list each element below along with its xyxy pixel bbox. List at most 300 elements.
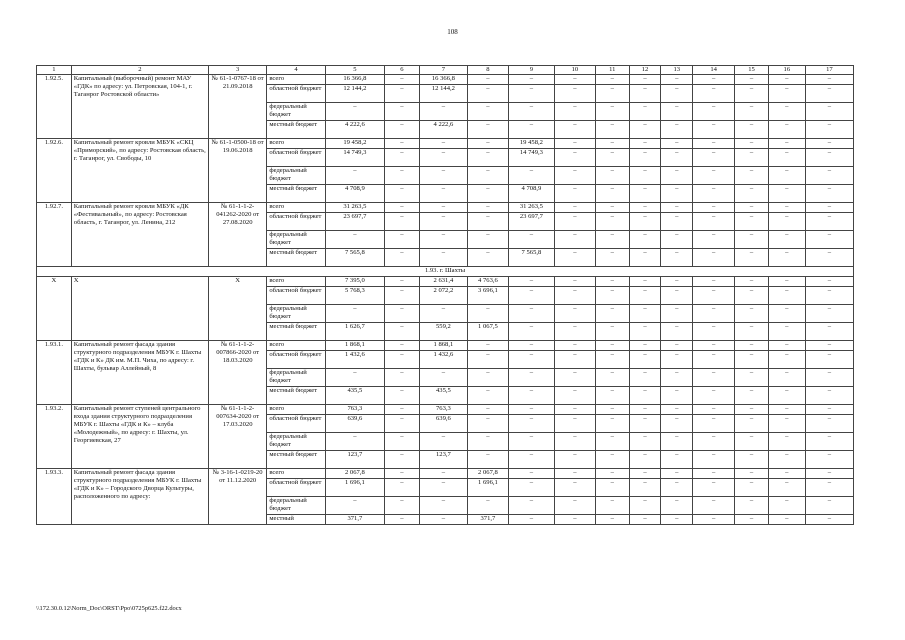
funding-source: областной бюджет: [267, 213, 325, 231]
value-cell: –: [508, 405, 554, 415]
value-cell: –: [693, 167, 735, 185]
value-cell: 19 458,2: [325, 139, 384, 149]
column-header: 5: [325, 66, 384, 75]
value-cell: –: [419, 149, 467, 167]
value-cell: –: [661, 167, 693, 185]
value-cell: –: [629, 185, 661, 203]
value-cell: –: [629, 433, 661, 451]
value-cell: –: [805, 103, 853, 121]
value-cell: –: [467, 451, 508, 469]
value-cell: –: [735, 387, 769, 405]
value-cell: –: [629, 121, 661, 139]
value-cell: 4 763,6: [467, 277, 508, 287]
value-cell: –: [554, 203, 595, 213]
value-cell: –: [805, 213, 853, 231]
value-cell: –: [693, 139, 735, 149]
value-cell: –: [508, 231, 554, 249]
item-number: 1.92.7.: [37, 203, 72, 267]
column-header: 7: [419, 66, 467, 75]
value-cell: –: [467, 249, 508, 267]
value-cell: –: [467, 231, 508, 249]
value-cell: –: [693, 497, 735, 515]
value-cell: –: [735, 277, 769, 287]
value-cell: –: [805, 287, 853, 305]
value-cell: –: [768, 369, 805, 387]
value-cell: –: [661, 351, 693, 369]
value-cell: –: [595, 287, 629, 305]
item-number: 1.93.1.: [37, 341, 72, 405]
value-cell: –: [693, 451, 735, 469]
funding-source: областной бюджет: [267, 287, 325, 305]
value-cell: –: [385, 167, 420, 185]
value-cell: –: [508, 323, 554, 341]
funding-source: областной бюджет: [267, 351, 325, 369]
item-name: Капитальный ремонт фасада здания структурного подразделения МБУК г. Шахты «ГДК и К» ДК им. М.П. Чиха, по адресу: г. Шахты, бульвар Аллейный, 8: [71, 341, 208, 405]
value-cell: –: [735, 469, 769, 479]
value-cell: –: [693, 277, 735, 287]
value-cell: 31 263,5: [325, 203, 384, 213]
header-row: [37, 66, 854, 75]
value-cell: –: [554, 469, 595, 479]
value-cell: –: [768, 103, 805, 121]
value-cell: –: [693, 479, 735, 497]
funding-source: областной бюджет: [267, 415, 325, 433]
value-cell: –: [768, 287, 805, 305]
value-cell: –: [385, 75, 420, 85]
value-cell: –: [805, 341, 853, 351]
item-number: 1.92.5.: [37, 75, 72, 139]
value-cell: 4 708,9: [325, 185, 384, 203]
value-cell: –: [508, 387, 554, 405]
value-cell: –: [595, 213, 629, 231]
value-cell: –: [467, 121, 508, 139]
value-cell: –: [467, 305, 508, 323]
value-cell: –: [693, 85, 735, 103]
value-cell: –: [467, 341, 508, 351]
value-cell: 14 749,3: [325, 149, 384, 167]
value-cell: –: [805, 469, 853, 479]
value-cell: –: [768, 497, 805, 515]
value-cell: –: [595, 85, 629, 103]
value-cell: –: [508, 287, 554, 305]
file-path-footer: \\172.30.0.12\Norm_Doc\ORST\Ppo\0725p625.f22.docx: [36, 605, 182, 612]
value-cell: –: [661, 287, 693, 305]
value-cell: –: [661, 85, 693, 103]
value-cell: –: [768, 85, 805, 103]
value-cell: –: [595, 351, 629, 369]
funding-source: федеральный бюджет: [267, 167, 325, 185]
value-cell: –: [735, 249, 769, 267]
column-header: 3: [208, 66, 266, 75]
value-cell: –: [385, 213, 420, 231]
value-cell: –: [735, 451, 769, 469]
value-cell: –: [735, 139, 769, 149]
value-cell: –: [768, 185, 805, 203]
value-cell: –: [693, 305, 735, 323]
column-header: 1: [37, 66, 72, 75]
value-cell: 763,3: [419, 405, 467, 415]
value-cell: –: [693, 415, 735, 433]
column-header: 17: [805, 66, 853, 75]
funding-source: федеральный бюджет: [267, 433, 325, 451]
value-cell: –: [385, 351, 420, 369]
value-cell: –: [554, 351, 595, 369]
value-cell: –: [325, 369, 384, 387]
column-header: 11: [595, 66, 629, 75]
value-cell: –: [768, 433, 805, 451]
value-cell: –: [467, 213, 508, 231]
value-cell: –: [661, 433, 693, 451]
value-cell: –: [385, 415, 420, 433]
value-cell: –: [385, 231, 420, 249]
value-cell: –: [735, 515, 769, 525]
value-cell: –: [693, 213, 735, 231]
value-cell: –: [508, 85, 554, 103]
value-cell: 435,5: [325, 387, 384, 405]
value-cell: –: [661, 213, 693, 231]
value-cell: –: [805, 415, 853, 433]
value-cell: –: [595, 203, 629, 213]
value-cell: –: [735, 121, 769, 139]
value-cell: –: [467, 203, 508, 213]
value-cell: –: [595, 369, 629, 387]
value-cell: –: [629, 167, 661, 185]
value-cell: 23 697,7: [325, 213, 384, 231]
value-cell: –: [385, 323, 420, 341]
value-cell: –: [768, 213, 805, 231]
value-cell: –: [735, 369, 769, 387]
value-cell: –: [467, 103, 508, 121]
value-cell: –: [735, 415, 769, 433]
value-cell: –: [508, 515, 554, 525]
value-cell: –: [629, 497, 661, 515]
value-cell: 7 565,8: [508, 249, 554, 267]
value-cell: –: [554, 287, 595, 305]
value-cell: –: [385, 479, 420, 497]
funding-source: всего: [267, 203, 325, 213]
value-cell: –: [554, 341, 595, 351]
value-cell: –: [508, 369, 554, 387]
value-cell: –: [595, 75, 629, 85]
value-cell: –: [467, 149, 508, 167]
value-cell: –: [629, 515, 661, 525]
value-cell: –: [467, 369, 508, 387]
value-cell: –: [554, 185, 595, 203]
value-cell: 2 631,4: [419, 277, 467, 287]
value-cell: –: [595, 305, 629, 323]
value-cell: –: [508, 351, 554, 369]
value-cell: 1 067,5: [467, 323, 508, 341]
value-cell: –: [629, 323, 661, 341]
value-cell: –: [595, 497, 629, 515]
value-cell: –: [768, 203, 805, 213]
value-cell: –: [805, 351, 853, 369]
value-cell: –: [629, 203, 661, 213]
value-cell: 4 708,9: [508, 185, 554, 203]
value-cell: –: [467, 85, 508, 103]
value-cell: –: [385, 85, 420, 103]
funding-source: местный бюджет: [267, 249, 325, 267]
value-cell: –: [385, 515, 420, 525]
value-cell: –: [419, 497, 467, 515]
value-cell: –: [419, 469, 467, 479]
value-cell: –: [768, 323, 805, 341]
value-cell: –: [629, 341, 661, 351]
value-cell: –: [467, 415, 508, 433]
item-number: Х: [37, 277, 72, 341]
value-cell: –: [595, 323, 629, 341]
value-cell: –: [768, 479, 805, 497]
value-cell: –: [629, 75, 661, 85]
value-cell: 3 696,1: [467, 287, 508, 305]
value-cell: –: [419, 305, 467, 323]
value-cell: –: [508, 341, 554, 351]
value-cell: –: [595, 185, 629, 203]
value-cell: –: [693, 75, 735, 85]
funding-source: областной бюджет: [267, 479, 325, 497]
value-cell: 2 067,8: [467, 469, 508, 479]
value-cell: –: [385, 103, 420, 121]
value-cell: –: [735, 231, 769, 249]
item-name: Х: [71, 277, 208, 341]
value-cell: –: [768, 167, 805, 185]
value-cell: 12 144,2: [325, 85, 384, 103]
value-cell: –: [385, 305, 420, 323]
value-cell: –: [554, 213, 595, 231]
value-cell: –: [325, 103, 384, 121]
value-cell: –: [385, 497, 420, 515]
value-cell: –: [735, 351, 769, 369]
funding-source: местный бюджет: [267, 451, 325, 469]
value-cell: –: [554, 515, 595, 525]
value-cell: –: [467, 433, 508, 451]
value-cell: –: [385, 287, 420, 305]
value-cell: –: [595, 139, 629, 149]
value-cell: –: [467, 75, 508, 85]
value-cell: –: [661, 415, 693, 433]
value-cell: –: [661, 469, 693, 479]
value-cell: –: [768, 351, 805, 369]
funding-source: местный бюджет: [267, 387, 325, 405]
value-cell: –: [693, 351, 735, 369]
value-cell: –: [554, 121, 595, 139]
value-cell: –: [554, 75, 595, 85]
value-cell: –: [693, 323, 735, 341]
value-cell: –: [735, 75, 769, 85]
value-cell: –: [629, 469, 661, 479]
value-cell: –: [768, 415, 805, 433]
item-name: Капитальный ремонт фасада здания структурного подразделения МБУК г. Шахты «ГДК и К» – Городского Дворца Культуры, расположенного по адресу:: [71, 469, 208, 525]
value-cell: –: [325, 167, 384, 185]
value-cell: 7 565,8: [325, 249, 384, 267]
value-cell: –: [693, 185, 735, 203]
value-cell: 639,6: [325, 415, 384, 433]
value-cell: –: [629, 451, 661, 469]
value-cell: –: [629, 149, 661, 167]
value-cell: –: [693, 387, 735, 405]
value-cell: –: [805, 515, 853, 525]
value-cell: –: [419, 515, 467, 525]
item-document: № 61-1-1-2-007866-2020 от 18.03.2020: [208, 341, 266, 405]
value-cell: –: [735, 103, 769, 121]
value-cell: –: [661, 139, 693, 149]
value-cell: –: [508, 167, 554, 185]
value-cell: –: [554, 139, 595, 149]
value-cell: 371,7: [467, 515, 508, 525]
value-cell: –: [629, 369, 661, 387]
value-cell: –: [467, 185, 508, 203]
value-cell: –: [385, 469, 420, 479]
value-cell: –: [385, 369, 420, 387]
value-cell: –: [768, 469, 805, 479]
value-cell: –: [693, 121, 735, 139]
value-cell: 371,7: [325, 515, 384, 525]
value-cell: –: [595, 433, 629, 451]
column-header: 10: [554, 66, 595, 75]
value-cell: –: [325, 433, 384, 451]
value-cell: –: [385, 433, 420, 451]
value-cell: –: [419, 249, 467, 267]
value-cell: –: [554, 305, 595, 323]
column-header: 4: [267, 66, 325, 75]
value-cell: –: [554, 323, 595, 341]
value-cell: –: [595, 451, 629, 469]
value-cell: –: [693, 469, 735, 479]
value-cell: 1 696,1: [467, 479, 508, 497]
value-cell: –: [595, 479, 629, 497]
value-cell: –: [385, 405, 420, 415]
value-cell: –: [629, 277, 661, 287]
value-cell: –: [693, 433, 735, 451]
value-cell: –: [629, 139, 661, 149]
value-cell: 639,6: [419, 415, 467, 433]
column-header: 12: [629, 66, 661, 75]
column-header: 16: [768, 66, 805, 75]
value-cell: –: [385, 451, 420, 469]
section-row: [37, 267, 854, 277]
value-cell: –: [768, 405, 805, 415]
value-cell: –: [805, 497, 853, 515]
value-cell: –: [629, 231, 661, 249]
value-cell: –: [419, 369, 467, 387]
value-cell: –: [595, 469, 629, 479]
page-number: 108: [447, 28, 458, 36]
value-cell: –: [508, 433, 554, 451]
value-cell: 4 222,6: [325, 121, 384, 139]
value-cell: –: [735, 405, 769, 415]
value-cell: –: [735, 497, 769, 515]
value-cell: –: [693, 369, 735, 387]
value-cell: –: [661, 451, 693, 469]
value-cell: –: [508, 479, 554, 497]
value-cell: –: [768, 231, 805, 249]
value-cell: 16 366,8: [419, 75, 467, 85]
table-row: [37, 75, 854, 85]
value-cell: –: [629, 103, 661, 121]
value-cell: –: [508, 75, 554, 85]
value-cell: 1 626,7: [325, 323, 384, 341]
value-cell: –: [661, 75, 693, 85]
item-document: № 61-1-0767-18 от 21.09.2018: [208, 75, 266, 139]
value-cell: –: [768, 451, 805, 469]
value-cell: –: [805, 85, 853, 103]
value-cell: –: [805, 433, 853, 451]
value-cell: –: [805, 185, 853, 203]
value-cell: –: [735, 433, 769, 451]
value-cell: –: [554, 231, 595, 249]
value-cell: 1 696,1: [325, 479, 384, 497]
value-cell: –: [629, 249, 661, 267]
value-cell: –: [735, 203, 769, 213]
value-cell: –: [554, 85, 595, 103]
value-cell: –: [629, 85, 661, 103]
item-document: Х: [208, 277, 266, 341]
value-cell: 31 263,5: [508, 203, 554, 213]
column-header: 15: [735, 66, 769, 75]
value-cell: –: [325, 305, 384, 323]
value-cell: 14 749,3: [508, 149, 554, 167]
value-cell: –: [735, 185, 769, 203]
value-cell: –: [554, 497, 595, 515]
value-cell: –: [735, 167, 769, 185]
funding-source: федеральный бюджет: [267, 305, 325, 323]
value-cell: –: [768, 149, 805, 167]
value-cell: –: [735, 479, 769, 497]
value-cell: –: [554, 415, 595, 433]
item-name: Капитальный ремонт ступеней центрального входа здания структурного подразделения МБУК г. Шахты «ГДК и К» – клуба «Молодежный», по адресу: г. Шахты, ул. Георгиевская, 27: [71, 405, 208, 469]
value-cell: –: [735, 287, 769, 305]
value-cell: –: [805, 231, 853, 249]
value-cell: –: [385, 277, 420, 287]
value-cell: –: [419, 479, 467, 497]
column-header: 6: [385, 66, 420, 75]
value-cell: –: [768, 249, 805, 267]
item-document: № 3-16-1-0219-20 от 11.12.2020: [208, 469, 266, 525]
value-cell: –: [805, 249, 853, 267]
value-cell: –: [595, 231, 629, 249]
value-cell: –: [805, 305, 853, 323]
value-cell: –: [805, 149, 853, 167]
value-cell: –: [735, 341, 769, 351]
value-cell: –: [595, 415, 629, 433]
value-cell: –: [508, 469, 554, 479]
value-cell: –: [325, 497, 384, 515]
value-cell: –: [805, 405, 853, 415]
value-cell: 4 222,6: [419, 121, 467, 139]
value-cell: 1 432,6: [325, 351, 384, 369]
value-cell: –: [735, 213, 769, 231]
value-cell: –: [693, 231, 735, 249]
funding-source: местный бюджет: [267, 185, 325, 203]
value-cell: –: [325, 231, 384, 249]
table-row: [37, 405, 854, 415]
funding-source: всего: [267, 469, 325, 479]
value-cell: –: [805, 277, 853, 287]
value-cell: –: [629, 351, 661, 369]
value-cell: –: [661, 323, 693, 341]
value-cell: –: [693, 149, 735, 167]
value-cell: –: [419, 167, 467, 185]
value-cell: –: [661, 515, 693, 525]
value-cell: –: [467, 497, 508, 515]
value-cell: –: [508, 497, 554, 515]
value-cell: –: [693, 103, 735, 121]
value-cell: –: [661, 249, 693, 267]
value-cell: –: [595, 387, 629, 405]
value-cell: –: [661, 369, 693, 387]
section-title: 1.93. г. Шахты: [37, 267, 854, 277]
value-cell: –: [768, 515, 805, 525]
